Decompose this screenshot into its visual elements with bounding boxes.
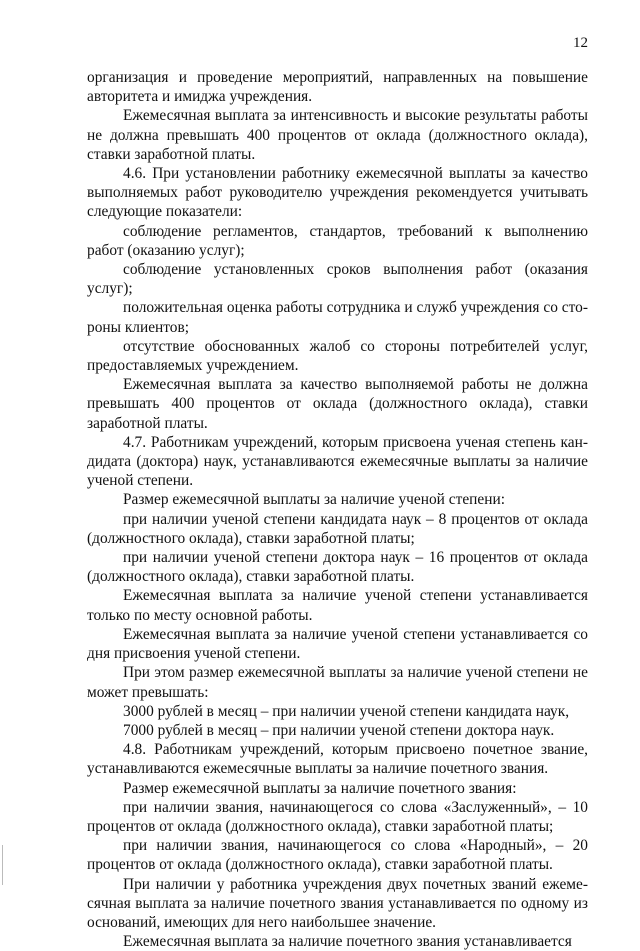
paragraph: Размер ежемесячной выплаты за наличие почетного звания: (123, 779, 517, 797)
paragraph: Ежемесячная выплата за наличие почетного звания устанавливается (123, 933, 572, 951)
paragraph: При наличии у работника учреждения двух почетных званий ежемесячная выплата за наличие почетного звания устанавливается по одному из оснований, имеющих для него наибольшее значение. (87, 875, 588, 931)
paragraph: при наличии звания, начинающегося со слова «Народный», – 20 процентов от оклада (должностного оклада), ставки заработной платы. (87, 837, 588, 874)
paragraph: соблюдение установленных сроков выполнения работ (оказания услуг); (87, 261, 588, 298)
paragraph: Размер ежемесячной выплаты за наличие ученой степени: (123, 491, 505, 509)
paragraph: положительная оценка работы сотрудника и служб учреждения со стороны клиентов; (87, 299, 588, 336)
paragraph: соблюдение регламентов, стандартов, требований к выполнению работ (оказанию услуг); (87, 222, 588, 259)
paragraph: 4.7. Работникам учреждений, которым присвоена ученая степень кандидата (доктора) наук, устанавливаются ежемесячные выплаты за наличие ученой степени. (87, 433, 588, 490)
paragraph: Ежемесячная выплата за наличие ученой степени устанавливается только по месту основной работы. (87, 587, 588, 624)
paragraph: 4.6. При установлении работнику ежемесячной выплаты за качество выполняемых работ руководителю учреждения рекомендуется учитывать следующие показатели: (87, 165, 588, 221)
paragraph: при наличии ученой степени кандидата наук – 8 процентов от оклада (должностного оклада), ставки заработной платы; (87, 510, 588, 547)
paragraph: При этом размер ежемесячной выплаты за наличие ученой степени не может превышать: (87, 664, 588, 701)
paragraph: при наличии звания, начинающегося со слова «Заслуженный», – 10 процентов от оклада (должностного оклада), ставки заработной платы; (87, 798, 588, 835)
paragraph: Ежемесячная выплата за качество выполняемой работы не должна превышать 400 процентов от оклада (должностного оклада), ставки заработной платы. (87, 376, 588, 432)
paragraph: Ежемесячная выплата за наличие ученой степени устанавливается со дня присвоения ученой степени. (87, 625, 588, 663)
paragraph: 7000 рублей в месяц – при наличии ученой степени доктора наук. (123, 721, 555, 739)
paragraph: организация и проведение мероприятий, направленных на повышение авторитета и имиджа учреждения. (87, 69, 588, 106)
paragraph: отсутствие обоснованных жалоб со стороны потребителей услуг, предоставляемых учреждением. (87, 337, 588, 375)
page-number: 12 (573, 35, 588, 51)
scan-edge-mark (2, 845, 3, 885)
paragraph: Ежемесячная выплата за интенсивность и высокие результаты работы не должна превышать 400 процентов от оклада (должностного оклада), ставки заработной платы. (87, 107, 588, 163)
document-body (87, 68, 588, 951)
paragraph: при наличии ученой степени доктора наук – 16 процентов от оклада (должностного оклада), ставки заработной платы. (87, 549, 588, 586)
paragraph: 4.8. Работникам учреждений, которым присвоено почетное звание, устанавливаются ежемесячные выплаты за наличие почетного звания. (87, 741, 588, 778)
paragraph: 3000 рублей в месяц – при наличии ученой степени кандидата наук, (123, 702, 570, 720)
